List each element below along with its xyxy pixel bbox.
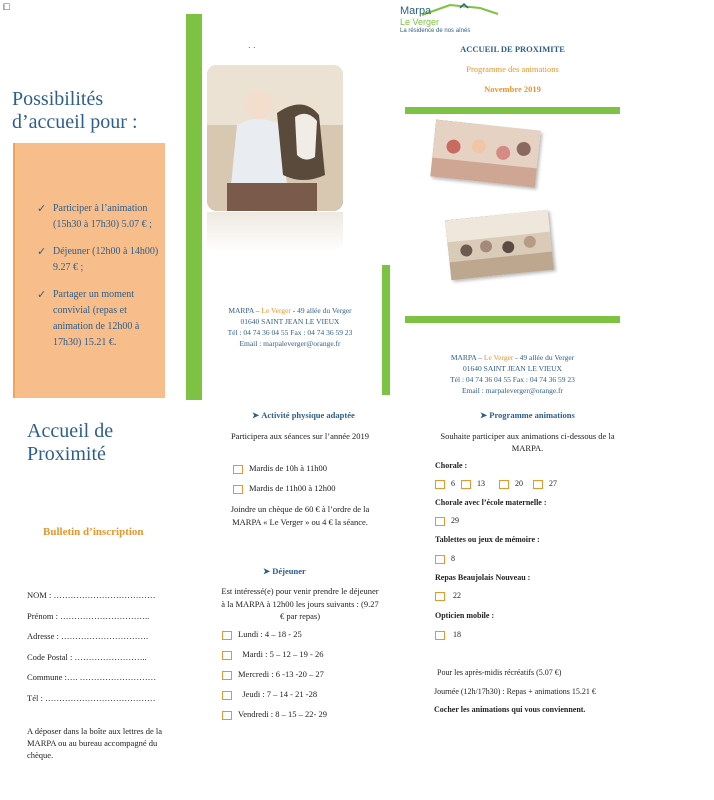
tablets-label: Tablettes ou jeux de mémoire : [435,535,540,544]
group-activity-photo [430,120,540,188]
lunch-day-2-label: Mardi : 5 – 12 – 19 - 26 [242,649,324,659]
lunch-checkbox-2[interactable] [222,651,232,660]
option-convivial: ✓ Partager un moment convivial (repas et animation de 12h00 à 17h30) 15.21 €. [37,287,161,351]
beaujolais-checkbox[interactable] [435,592,445,601]
right-address-line1 [405,352,620,363]
form-title-line1: Accueil de [27,420,114,442]
chorale-date-4: 27 [549,479,557,488]
activity-checkbox-1[interactable] [233,465,243,474]
activity-heading [252,410,355,421]
activity-option-2-label: Mardis de 11h00 à 12h00 [249,483,336,493]
right-address-line2: 01640 SAINT JEAN LE VIEUX [463,364,562,373]
lunch-day-3-label: Mercredi : 6 -13 -20 – 27 [238,669,324,679]
lunch-intro: Est intéressé(e) pour venir prendre le déjeuner à la MARPA à 12h00 les jours suivants : (9.27 € par repas) [221,586,379,621]
price-full-day: Journée (12h/17h30) : Repas + animations 15.21 € [434,687,596,696]
option-animation: ✓ Participer à l’animation (15h30 à 17h30) 5.07 € ; [37,201,161,233]
photo-reflection [207,212,343,252]
left-heading-line1: Possibilités [12,88,104,110]
right-address-line4: Email : marpaleverger@orange.fr [461,386,564,395]
chorale-school-option[interactable] [435,516,459,526]
lunch-day-5-label: Vendredi : 8 – 15 – 22- 29 [238,709,328,719]
dining-room-photo [445,210,554,280]
lunch-day-4-label: Jeudi : 7 – 14 - 21 -28 [242,689,318,699]
lunch-checkbox-1[interactable] [222,631,232,640]
lunch-day-1[interactable] [222,629,302,640]
activity-heading-text: Activité physique adaptée [261,410,355,420]
options-box [13,143,165,398]
horizontal-green-bar-bottom [405,316,620,323]
logo-tagline: La résidence de nos aînés [400,28,471,34]
tablets-option[interactable] [435,554,455,564]
logo-name: Le Verger [400,17,440,27]
lunch-heading-text: Déjeuner [272,566,306,576]
chorale-dates [435,479,557,489]
chorale-label: Chorale : [435,461,468,470]
activity-option-1[interactable] [233,463,327,474]
deposit-note: A déposer dans la boîte aux lettres de la MARPA ou au bureau accompagné du chèque. [27,726,163,760]
chorale-date-3: 20 [515,479,523,488]
lunch-day-4[interactable] [222,689,317,700]
ellipsis-mark: . . [248,40,256,50]
optician-option[interactable] [435,630,461,640]
field-commune[interactable]: Commune :…. ……………………… [27,672,157,682]
resident-dog-photo [207,65,343,211]
chorale-checkbox-2[interactable] [461,480,471,489]
logo-brand: Marpa [400,5,432,17]
price-afternoon: Pour les après-midis récréatifs (5.07 €) [437,668,562,677]
option-lunch: ✓ Déjeuner (12h00 à 14h00) 9.27 € ; [37,244,161,276]
middle-address-marpa: MARPA – [228,306,262,315]
chorale-checkbox-3[interactable] [499,480,509,489]
lunch-day-1-label: Lundi : 4 – 18 - 25 [238,629,302,639]
optician-checkbox[interactable] [435,631,445,640]
field-prenom[interactable]: Prénom : ………………………….. [27,610,150,621]
program-arrow-icon: ➤ [480,410,490,420]
chorale-checkbox-1[interactable] [435,480,445,489]
lunch-checkbox-5[interactable] [222,711,232,720]
tablets-date: 8 [451,554,455,563]
beaujolais-option[interactable] [435,591,461,601]
photo-illustration-2 [430,120,540,188]
right-subtitle: Programme des animations [466,64,559,74]
activity-intro: Participera aux séances sur l’année 2019 [230,431,370,441]
program-intro: Souhaite participer aux animations ci-dessous de la MARPA. [440,431,615,453]
right-address-marpa: MARPA – [450,353,484,362]
lunch-checkbox-3[interactable] [222,671,232,680]
chorale-school-checkbox[interactable] [435,517,445,526]
registration-fields [27,585,156,708]
middle-address-verger: Le Verger [261,306,291,315]
left-heading [12,88,138,134]
chorale-checkbox-4[interactable] [533,480,543,489]
lunch-day-2[interactable] [222,649,323,660]
activity-payment: Joindre un chèque de 60 € à l’ordre de la MARPA « Le Verger » ou 4 € la séance. [230,504,370,527]
marpa-logo [400,2,490,36]
beaujolais-date: 22 [453,591,461,600]
right-address-verger: Le Verger [483,353,514,362]
middle-address-street: - 49 allée du Verger [290,306,352,315]
middle-address-line3: Tél : 04 74 36 04 55 Fax : 04 74 36 59 23 [227,328,353,337]
right-month: Novembre 2019 [484,84,541,94]
program-heading [480,410,575,421]
activity-checkbox-2[interactable] [233,485,243,494]
form-title-line2: Proximité [27,443,106,465]
optician-date: 18 [453,630,461,639]
bulletin-title: Bulletin d’inscription [43,526,144,538]
activity-option-1-label: Mardis de 10h à 11h00 [249,463,328,473]
middle-address [205,305,375,349]
field-code-postal[interactable]: Code Postal : …………………….. [27,651,147,662]
field-adresse[interactable]: Adresse : …………………………. [27,631,149,641]
left-panel [0,0,180,400]
field-tel[interactable]: Tél : ………………………………… [27,692,156,703]
middle-address-line2: 01640 SAINT JEAN LE VIEUX [240,317,340,326]
middle-address-line4: Email : marpaleverger@orange.fr [239,339,341,348]
right-title: ACCUEIL DE PROXIMITE [460,44,565,54]
lunch-checkbox-4[interactable] [222,691,232,700]
chorale-school-date: 29 [451,516,459,525]
right-address [405,352,620,396]
field-nom[interactable]: NOM : ……………………………… [27,590,156,600]
program-footer: Cocher les animations qui vous conviennent. [434,705,586,714]
activity-option-2[interactable] [233,483,336,494]
program-heading-text: Programme animations [489,410,575,420]
right-address-street: - 49 allée du Verger [513,353,575,362]
horizontal-green-bar-top [405,107,620,114]
photo-illustration [207,65,343,211]
vertical-green-bar-left [186,14,202,400]
lunch-day-5[interactable] [222,709,327,720]
lunch-heading [263,566,306,577]
beaujolais-label: Repas Beaujolais Nouveau : [435,573,531,582]
activity-arrow-icon: ➤ [252,410,262,420]
chorale-date-1: 6 [451,479,455,488]
lunch-arrow-icon: ➤ [263,566,273,576]
chorale-date-2: 13 [477,479,485,488]
vertical-green-bar-right [382,265,390,395]
left-heading-line2: d’accueil pour : [12,111,138,133]
middle-address-line1 [205,305,375,316]
options-list [37,201,161,362]
optician-label: Opticien mobile : [435,611,495,620]
chorale-school-label: Chorale avec l’école maternelle : [435,498,547,507]
right-address-line3: Tél : 04 74 36 04 55 Fax : 04 74 36 59 23 [450,375,575,384]
form-title [27,420,113,466]
photo-illustration-3 [445,210,554,280]
tablets-checkbox[interactable] [435,555,445,564]
logo-roof-icon [420,2,500,16]
lunch-day-3[interactable] [222,669,324,680]
corner-mark: ⧠ [3,2,11,12]
